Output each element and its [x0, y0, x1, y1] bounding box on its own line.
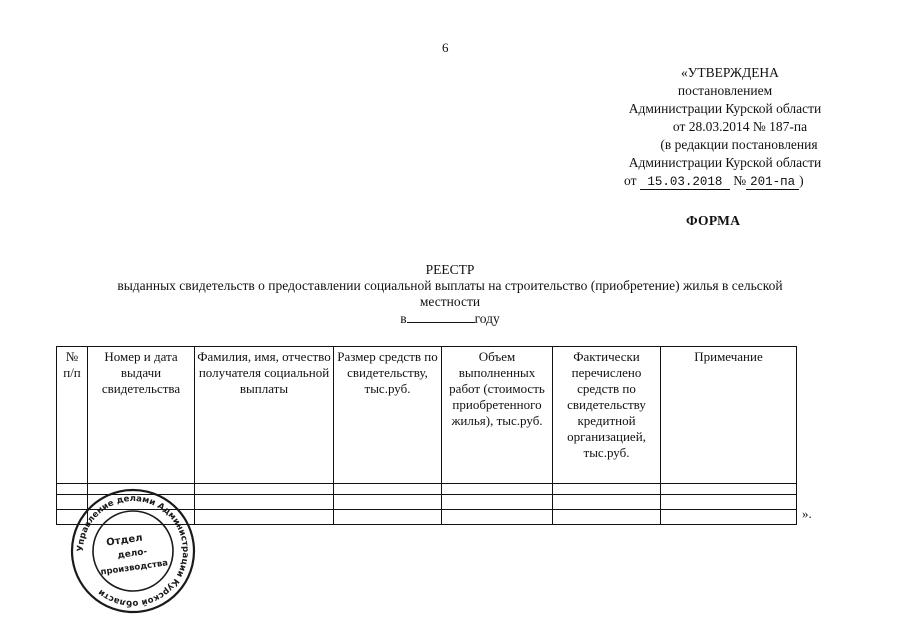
approval-line-original-date: от 28.03.2014 № 187-па	[672, 119, 808, 134]
table-cell	[442, 484, 553, 495]
document-heading	[60, 262, 840, 327]
table-cell	[661, 510, 797, 525]
table-cell	[334, 484, 442, 495]
column-header-transferred: Фактически перечислено средств по свидетельству кредитной организацией, тыс.руб.	[553, 347, 661, 484]
form-label: ФОРМА	[686, 213, 741, 228]
column-header-certificate: Номер и дата выдачи свидетельства	[88, 347, 195, 484]
approval-line-resolution: постановлением	[677, 83, 773, 98]
year-blank	[407, 310, 475, 323]
year-line	[60, 310, 840, 327]
column-header-work-volume: Объем выполненных работ (стоимость приобретенного жилья), тыс.руб.	[442, 347, 553, 484]
table-cell	[661, 484, 797, 495]
table-cell	[195, 510, 334, 525]
table-cell	[195, 495, 334, 510]
column-header-recipient: Фамилия, имя, отчество получателя социальной выплаты	[195, 347, 334, 484]
year-suffix: году	[474, 311, 500, 326]
document-subtitle-line1: выданных свидетельств о предоставлении социальной выплаты на строительство (приобретение) жилья в сельской	[117, 278, 783, 293]
approval-line-revision: (в редакции постановления	[660, 137, 818, 152]
revision-date-value: 15.03.2018	[640, 175, 730, 190]
closing-quote: ».	[802, 506, 812, 521]
table-cell	[553, 484, 661, 495]
stamp-ring-text: Управление делами Администрации Курской области	[75, 493, 191, 609]
column-header-number: № п/п	[57, 347, 88, 484]
table-cell	[661, 495, 797, 510]
table-cell	[553, 510, 661, 525]
table-cell	[442, 510, 553, 525]
column-header-amount: Размер средств по свидетельству, тыс.руб.	[334, 347, 442, 484]
revision-number-value: 201-па	[746, 175, 799, 190]
table-cell	[195, 484, 334, 495]
approval-line-approved: «УТВЕРЖДЕНА	[681, 65, 779, 80]
office-stamp	[68, 486, 198, 616]
table-cell	[442, 495, 553, 510]
revision-number-sign: №	[733, 173, 747, 188]
table-cell	[334, 495, 442, 510]
approval-line-revision-date	[600, 172, 850, 190]
stamp-center-line2: дело-	[116, 547, 148, 562]
revision-date-prefix: от	[624, 173, 637, 188]
revision-closing-paren: )	[799, 173, 804, 188]
column-header-note: Примечание	[661, 347, 797, 484]
table-cell	[553, 495, 661, 510]
approval-line-administration: Администрации Курской области	[628, 101, 822, 116]
year-prefix: в	[400, 311, 407, 326]
document-title: РЕЕСТР	[425, 262, 475, 277]
table-cell	[334, 510, 442, 525]
stamp-center-line3: производства	[100, 558, 169, 578]
document-subtitle-line2: местности	[419, 294, 481, 309]
table-header-row	[57, 347, 797, 484]
stamp-center-line1: Отдел	[105, 532, 144, 549]
approval-block	[600, 64, 850, 190]
page-number: 6	[442, 40, 449, 55]
approval-line-administration-2: Администрации Курской области	[628, 155, 822, 170]
